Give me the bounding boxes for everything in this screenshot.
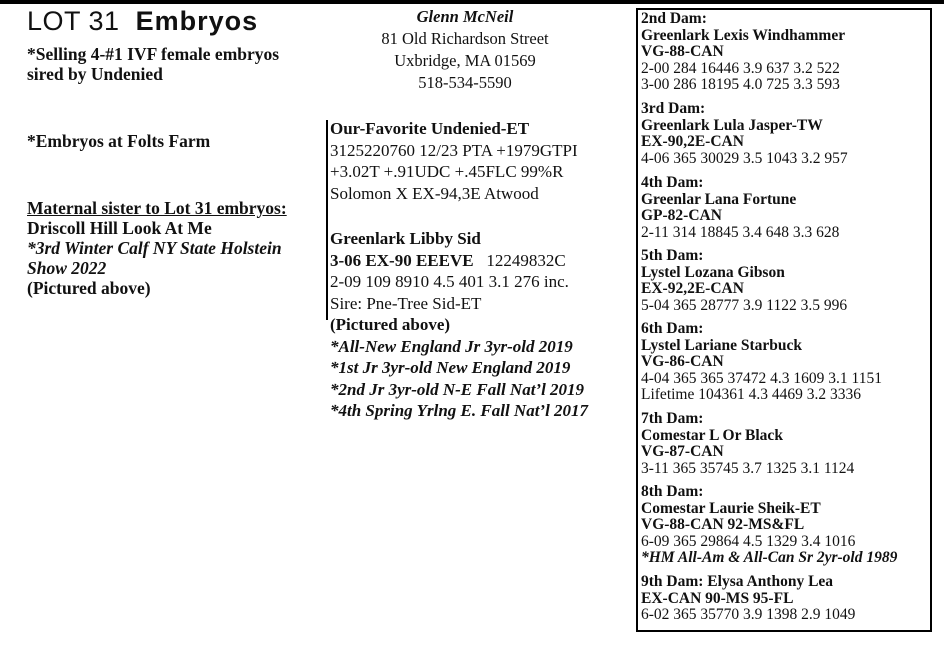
top-rule	[0, 0, 944, 4]
dam-entry-record: 5-04 365 28777 3.9 1122 3.5 996	[641, 296, 848, 314]
dam-entry-name: Greenlark Lula Jasper-TW	[641, 116, 823, 134]
dam-entry-name: Lystel Lozana Gibson	[641, 263, 785, 281]
dam-name: Greenlark Libby Sid	[330, 229, 481, 248]
dam-award: *All-New England Jr 3yr-old 2019	[330, 336, 573, 356]
dam-entry-class: VG-86-CAN	[641, 353, 724, 370]
dam-entry-record: 6-02 365 35770 3.9 1398 2.9 1049	[641, 606, 856, 623]
dam-entry-class: EX-92,2E-CAN	[641, 280, 744, 297]
consignor-name: Glenn McNeil	[416, 7, 514, 26]
dam-entry-class: VG-88-CAN	[641, 43, 724, 60]
dam-entry-record: 3-11 365 35745 3.7 1325 3.1 1124	[641, 459, 855, 477]
dam-entry-name: Greenlar Lana Fortune	[641, 190, 797, 208]
dam-entry-award: *HM All-Am & All-Can Sr 2yr-old 1989	[641, 549, 898, 566]
dam-entry-name: Comestar Laurie Sheik-ET	[641, 499, 821, 517]
dam-sire: Sire: Pne-Tree Sid-ET	[330, 293, 482, 313]
dam-entry-record: 2-11 314 18845 3.4 648 3.3 628	[641, 223, 840, 241]
dam-entry-record: 3-00 286 18195 4.0 725 3.3 593	[641, 76, 840, 93]
dam-entry-record: Lifetime 104361 4.3 4469 3.2 3336	[641, 386, 861, 403]
dam-entry-class: VG-88-CAN 92-MS&FL	[641, 516, 805, 533]
dam-registration: 12249832C	[486, 250, 566, 270]
dam-entry-class: VG-87-CAN	[641, 443, 724, 460]
selling-line: sired by Undenied	[27, 64, 163, 84]
dam-record: 2-09 109 8910 4.5 401 3.1 276 inc.	[330, 272, 569, 291]
dam-entry-8	[641, 484, 897, 567]
dam-entry-4	[641, 175, 839, 241]
dam-entry-record: 4-04 365 365 37472 4.3 1609 3.1 1151	[641, 369, 882, 387]
middle-divider	[326, 120, 328, 320]
lot-number: LOT 31	[27, 6, 120, 36]
consignor-block	[330, 6, 600, 94]
dam-award: *2nd Jr 3yr-old N-E Fall Nat’l 2019	[330, 379, 585, 399]
consignor-address: 81 Old Richardson Street	[381, 29, 549, 48]
lot-title	[27, 6, 258, 37]
dam-label: 7th Dam:	[641, 410, 704, 427]
embryo-location: *Embryos at Folts Farm	[27, 131, 211, 151]
maternal-sister-name: Driscoll Hill Look At Me	[27, 218, 212, 238]
maternal-sister-award: *3rd Winter Calf NY State Holstein	[27, 238, 282, 258]
dam-label: 4th Dam:	[641, 174, 704, 191]
maternal-sister-award: Show 2022	[27, 258, 107, 278]
dam-note: (Pictured above)	[330, 315, 451, 334]
dam-label: 3rd Dam:	[641, 100, 706, 117]
dam-label: 9th Dam: Elysa Anthony Lea	[641, 573, 834, 590]
consignor-city: Uxbridge, MA 01569	[394, 51, 536, 70]
dam-entry-class: EX-CAN 90-MS 95-FL	[641, 589, 794, 607]
dam-entry-7	[641, 411, 854, 477]
dam-entry-3	[641, 101, 848, 167]
dam-entry-9	[641, 574, 855, 624]
sire-line: 3125220760 12/23 PTA +1979GTPI	[330, 140, 578, 160]
dam-entry-record: 2-00 284 16446 3.9 637 3.2 522	[641, 59, 840, 77]
dam-entry-record: 4-06 365 30029 3.5 1043 3.2 957	[641, 149, 848, 167]
sire-line: Solomon X EX-94,3E Atwood	[330, 183, 539, 203]
dam-entry-2	[641, 11, 845, 94]
dam-award: *1st Jr 3yr-old New England 2019	[330, 358, 571, 377]
consignor-phone: 518-534-5590	[418, 73, 512, 92]
dam-entry-5	[641, 248, 847, 314]
dam-award: *4th Spring Yrlng E. Fall Nat’l 2017	[330, 401, 589, 420]
sire-block	[330, 118, 578, 204]
dam-entry-name: Comestar L Or Black	[641, 426, 783, 444]
lot-title-suffix: Embryos	[135, 6, 259, 36]
maternal-sister-heading: Maternal sister to Lot 31 embryos:	[27, 198, 287, 218]
dam-entry-name: Lystel Lariane Starbuck	[641, 336, 803, 354]
dam-label: 8th Dam:	[641, 483, 704, 500]
dam-entry-name: Greenlark Lexis Windhammer	[641, 26, 846, 44]
maternal-sister-section	[27, 198, 287, 298]
dam-label: 6th Dam:	[641, 320, 704, 337]
dam-label: 2nd Dam:	[641, 10, 707, 27]
sire-line: +3.02T +.91UDC +.45FLC 99%R	[330, 162, 564, 181]
dam-label: 5th Dam:	[641, 247, 704, 264]
selling-line: *Selling 4-#1 IVF female embryos	[27, 44, 280, 64]
dam-classification: 3-06 EX-90 EEEVE	[330, 250, 474, 270]
sire-name: Our-Favorite Undenied-ET	[330, 119, 530, 138]
dam-entry-class: GP-82-CAN	[641, 207, 722, 224]
maternal-sister-note: (Pictured above)	[27, 278, 151, 298]
dam-block	[330, 228, 588, 422]
dam-entry-6	[641, 321, 882, 404]
dam-entry-class: EX-90,2E-CAN	[641, 133, 744, 150]
dam-entry-record: 6-09 365 29864 4.5 1329 3.4 1016	[641, 532, 856, 550]
selling-description	[27, 44, 279, 84]
